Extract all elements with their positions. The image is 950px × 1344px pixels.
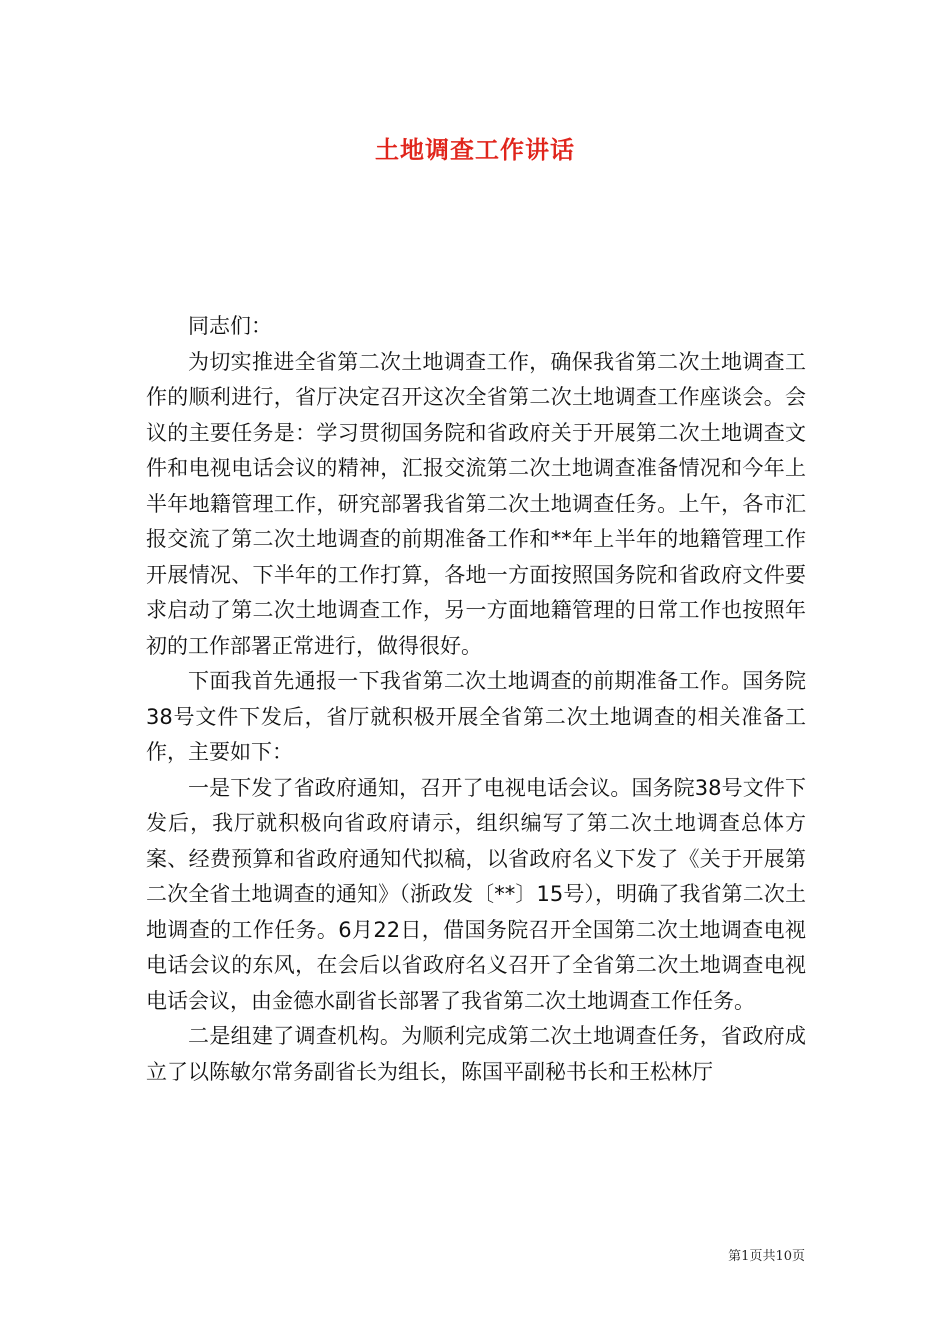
body-paragraph: 二是组建了调查机构。为顺利完成第二次土地调查任务，省政府成立了以陈敏尔常务副省长为组长，陈国平副秘书长和王松林厅 <box>146 1024 806 1084</box>
document-title: 土地调查工作讲话 <box>375 135 575 164</box>
body-paragraph: 一是下发了省政府通知，召开了电视电话会议。国务院38号文件下发后，我厅就积极向省政府请示，组织编写了第二次土地调查总体方案、经费预算和省政府通知代拟稿，以省政府名义下发了《关于开展第二次全省土地调查的通知》（浙政发〔**〕15号），明确了我省第二次土地调查的工作任务。6月22日，借国务院召开全国第二次土地调查电视电话会议的东风，在会后以省政府名义召开了全省第二次土地调查电视电话会议，由金德水副省长部署了我省第二次土地调查工作任务。 <box>146 775 806 1013</box>
page-number-footer: 第1页共10页 <box>728 1249 805 1264</box>
document-body <box>146 309 806 1090</box>
salutation: 同志们： <box>188 314 272 338</box>
body-paragraph: 下面我首先通报一下我省第二次土地调查的前期准备工作。国务院38号文件下发后，省厅就积极开展全省第二次土地调查的相关准备工作，主要如下： <box>146 669 806 764</box>
body-paragraph: 为切实推进全省第二次土地调查工作，确保我省第二次土地调查工作的顺利进行，省厅决定召开这次全省第二次土地调查工作座谈会。会议的主要任务是：学习贯彻国务院和省政府关于开展第二次土地调查文件和电视电话会议的精神，汇报交流第二次土地调查准备情况和今年上半年地籍管理工作，研究部署我省第二次土地调查任务。上午，各市汇报交流了第二次土地调查的前期准备工作和**年上半年的地籍管理工作开展情况、下半年的工作打算，各地一方面按照国务院和省政府文件要求启动了第二次土地调查工作，另一方面地籍管理的日常工作也按照年初的工作部署正常进行，做得很好。 <box>146 349 806 658</box>
